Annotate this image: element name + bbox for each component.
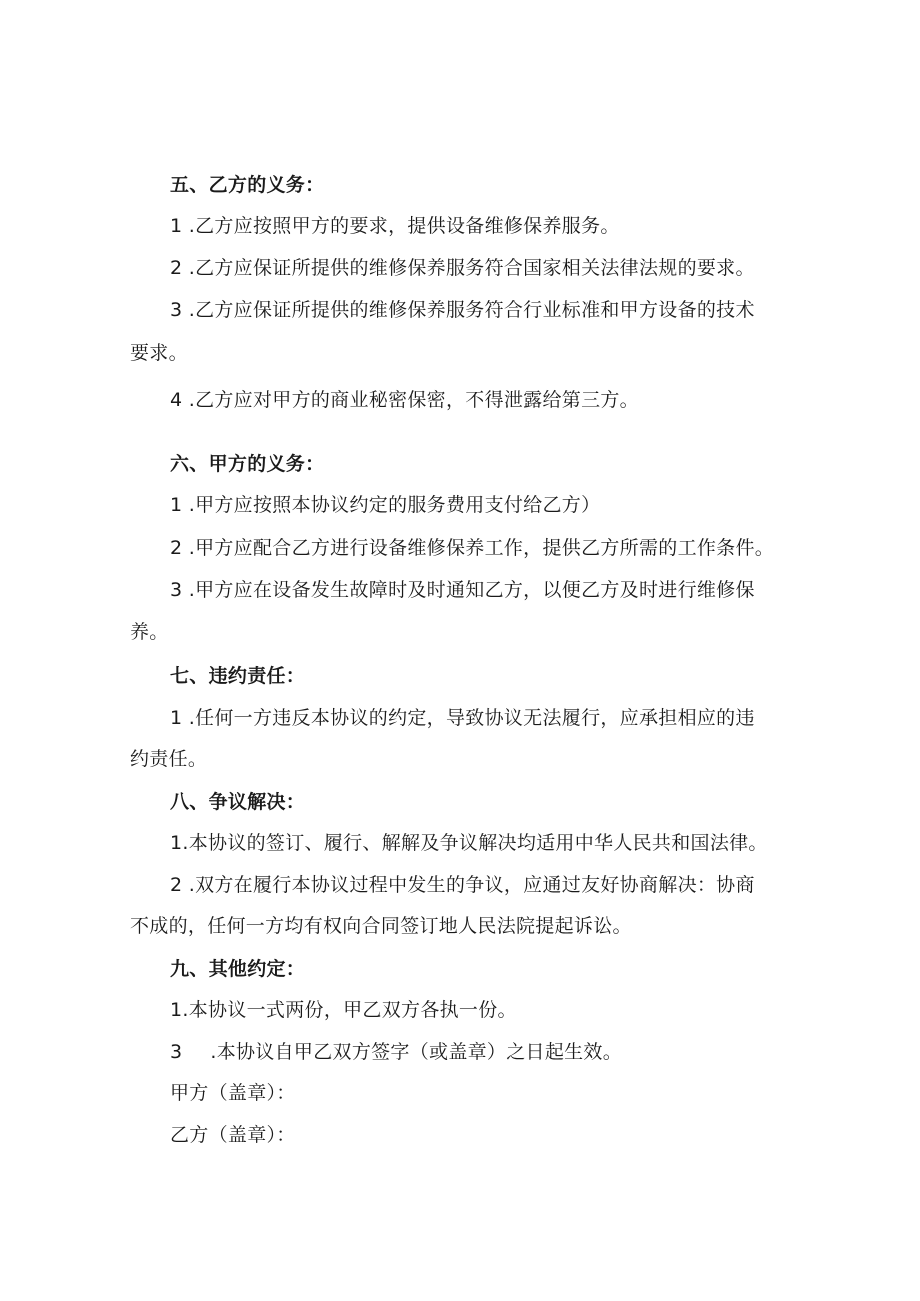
item-number: 3	[170, 1041, 183, 1063]
item-text: .本协议一式两份，甲乙双方各执一份。	[182, 999, 517, 1021]
item-number: 2	[170, 537, 183, 559]
section-9-heading: 九、其他约定：	[170, 958, 306, 980]
section-8-item-2-continuation: 不成的，任何一方均有权向合同签订地人民法院提起诉讼。	[130, 915, 632, 937]
section-5-item-3	[170, 297, 755, 323]
section-7-heading: 七、违约责任：	[170, 665, 306, 687]
section-5-item-2	[170, 255, 755, 281]
section-8-heading: 八、争议解决：	[170, 791, 306, 813]
item-text: .乙方应对甲方的商业秘密保密，不得泄露给第三方。	[188, 389, 639, 411]
item-text: .本协议的签订、履行、解解及争议解决均适用中华人民共和国法律。	[182, 832, 768, 854]
item-text: .乙方应保证所提供的维修保养服务符合国家相关法律法规的要求。	[188, 257, 755, 279]
section-5-item-1	[170, 213, 620, 239]
section-9-item-2	[170, 1039, 622, 1065]
item-text: .甲方应在设备发生故障时及时通知乙方，以便乙方及时进行维修保	[188, 579, 755, 601]
item-number: 4	[170, 389, 183, 411]
item-number: 2	[170, 257, 183, 279]
section-6-heading: 六、甲方的义务：	[170, 453, 325, 475]
section-5-heading: 五、乙方的义务：	[170, 174, 325, 196]
item-text: .乙方应保证所提供的维修保养服务符合行业标准和甲方设备的技术	[188, 299, 755, 321]
section-6-item-1	[170, 492, 600, 518]
item-number: 3	[170, 579, 183, 601]
section-5-item-4	[170, 387, 639, 413]
item-text: .双方在履行本协议过程中发生的争议，应通过友好协商解决：协商	[188, 874, 755, 896]
section-6-item-3-continuation: 养。	[130, 621, 169, 643]
item-text: .甲方应按照本协议约定的服务费用支付给乙方）	[188, 494, 601, 516]
item-text: .任何一方违反本协议的约定，导致协议无法履行，应承担相应的违	[188, 707, 755, 729]
section-8-item-2	[170, 872, 755, 898]
party-b-signature-label: 乙方（盖章）：	[170, 1124, 296, 1146]
item-number: 2	[170, 874, 183, 896]
party-a-signature-label: 甲方（盖章）：	[170, 1082, 296, 1104]
item-number: 1	[170, 832, 183, 854]
item-text: .甲方应配合乙方进行设备维修保养工作，提供乙方所需的工作条件。	[188, 537, 775, 559]
item-text: .乙方应按照甲方的要求，提供设备维修保养服务。	[188, 215, 620, 237]
item-number: 1	[170, 999, 183, 1021]
section-5-item-3-continuation: 要求。	[130, 342, 188, 364]
item-number: 3	[170, 299, 183, 321]
item-text: .本协议自甲乙双方签字（或盖章）之日起生效。	[210, 1041, 623, 1063]
section-7-item-1	[170, 705, 755, 731]
item-number: 1	[170, 215, 183, 237]
section-9-item-1	[170, 997, 517, 1023]
section-6-item-3	[170, 577, 755, 603]
item-number: 1	[170, 707, 183, 729]
section-6-item-2	[170, 535, 774, 561]
section-8-item-1	[170, 830, 768, 856]
item-number: 1	[170, 494, 183, 516]
section-7-item-1-continuation: 约责任。	[130, 748, 208, 770]
